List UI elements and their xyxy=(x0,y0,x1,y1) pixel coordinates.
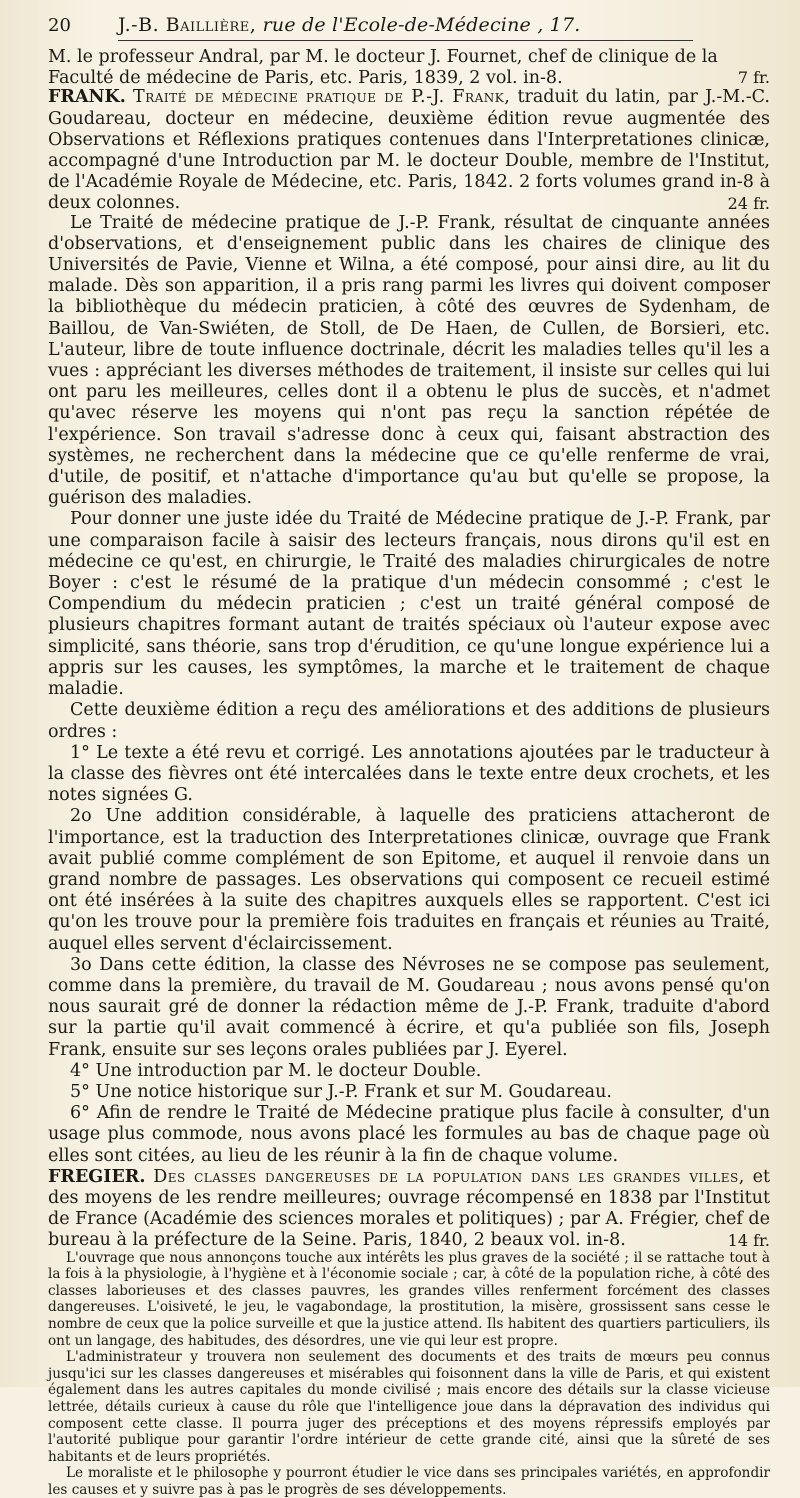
frank-paragraph: 1° Le texte a été revu et corrigé. Les annotations ajoutées par le traducteur à la classe des fièvres ont été intercalées dans le texte entre deux crochets, et les notes signées G. xyxy=(48,742,770,806)
entry-frank xyxy=(48,87,770,1166)
running-header xyxy=(48,14,770,36)
fregier-notes xyxy=(48,1250,770,1498)
fregier-price: 14 fr. xyxy=(727,1230,770,1250)
frank-paragraph: 2o Une addition considérable, à laquelle des praticiens attacheront de l'importance, est la traduction des Interpretationes clinicæ, ouvrage que Frank avait publié comme complément de son Epitome, et auquel il renvoie dans un grand nombre de passages. Les observations qui composent ce recueil estimé ont été insérées à la suite des chapitres auxquels elles se rapportent. C'est ici qu'on les trouve pour la première fois traduites en français et réunies au Traité, auquel elles servent d'éclaircissement. xyxy=(48,806,770,954)
frank-paragraph: 6° Afin de rendre le Traité de Médecine pratique plus facile à consulter, d'un usage plus commode, nous avons placé les formules au bas de chaque page où elles sont citées, au lieu de les réunir à la fin de chaque volume. xyxy=(48,1103,770,1166)
frank-paragraph: Cette deuxième édition a reçu des améliorations et des additions de plusieurs ordres : xyxy=(48,700,770,742)
fregier-note: L'administrateur y trouvera non seulement des documents et des traits de mœurs peu connus jusqu'ici sur les classes dangereuses et misérables qui foisonnent dans la ville de Paris, et qui existent également dans les autres capitales du monde civilisé ; mais encore des détails sur la classe vicieuse lettrée, détails curieux à cause du rôle que l'intelligence joue dans la dépravation des individus qui composent cette classe. Il pourra juger des préceptions et des moyens répressifs employés par l'autorité publique pour garantir l'ordre intérieur de cette grande cité, ainsi que la sûreté de ses habitants et de leurs propriétés. xyxy=(48,1349,770,1465)
fregier-note: L'ouvrage que nous annonçons touche aux intérêts les plus graves de la société ; il se rattache tout à la fois à la physiologie, à l'hygiène et à l'économie sociale ; car, à côté de la population riche, à côté des classes laborieuses et des classes pauvres, les grandes villes renferment forcément des classes dangereuses. L'oisiveté, le jeu, le vagabondage, la prostitution, la misère, grossissent sans cesse le nombre de ceux que la police surveille et que la justice attend. Ils habitent des quartiers particuliers, ils ont un langage, des habitudes, des désordres, une vie qui leur est propre. xyxy=(48,1249,770,1349)
header-rule xyxy=(118,40,693,41)
frank-head: FRANK. xyxy=(48,87,126,108)
fregier-head: FREGIER. xyxy=(48,1166,146,1187)
frank-paragraph: Le Traité de médecine pratique de J.-P. Frank, résultat de cinquante années d'observations, et d'enseignement public dans les chaires de clinique des Universités de Pavie, Vienne et Wilna, a été composé, pour ainsi dire, au lit du malade. Dès son apparition, il a pris rang parmi les livres qui doivent composer la bibliothèque du médecin praticien, à côté des œuvres de Sydenham, de Baillou, de Van-Swiéten, de Stoll, de De Haen, de Cullen, de Borsieri, etc. L'auteur, libre de toute influence doctrinale, décrit les maladies telles qu'il les a vues : appréciant les diverses méthodes de traitement, il insiste sur celles qui lui ont paru les meilleures, celles dont il a obtenu le plus de succès, et n'admet qu'avec réserve les moyens qui n'ont pas reçu la sanction répétée de l'expérience. Son travail s'adresse donc à ceux qui, faisant abstraction des systèmes, ne recherchent dans la médecine que ce qu'elle renferme de vrai, d'utile, de positif, et n'attache d'importance qu'au but qu'elle se propose, la guérison des maladies. xyxy=(48,212,770,509)
fregier-title: Des classes dangereuses de la population dans les grandes villes, xyxy=(153,1166,745,1187)
entry-andral xyxy=(48,47,770,87)
andral-price: 7 fr. xyxy=(737,68,770,88)
fregier-note: Le moraliste et le philosophe y pourront étudier le vice dans ses principales variétés, en approfondir les causes et y suivre pas à pas le progrès de ses développements. xyxy=(48,1465,770,1498)
frank-price: 24 fr. xyxy=(727,193,770,213)
frank-text: traduit du latin, par J.-M.-C. Goudareau, docteur en médecine, deuxième édition revue augmentée des Observations et Réflexions pratiques contenues dans l'Interpretationes clinicæ, accompagné d'une Introduction par M. le docteur Double, membre de l'Institut, de l'Académie Royale de Médecine, etc. Paris, 1842. 2 forts volumes grand in-8 à deux colonnes. xyxy=(48,87,770,214)
frank-paragraph: 4° Une introduction par M. le docteur Double. xyxy=(70,1060,482,1081)
running-title xyxy=(118,14,581,36)
frank-paragraph: 5° Une notice historique sur J.-P. Frank et sur M. Goudareau. xyxy=(70,1081,612,1102)
frank-paragraph: Pour donner une juste idée du Traité de Médecine pratique de J.-P. Frank, par une comparaison facile à saisir des lecteurs français, nous dirons qu'il est en médecine ce qu'est, en chirurgie, le Traité des maladies chirurgicales de notre Boyer : c'est le résumé de la pratique d'un médecin consommé ; c'est le Compendium du médecin praticien ; c'est un traité général composé de plusieurs chapitres formant autant de traités spéciaux où l'auteur expose avec simplicité, sans théorie, sans trop d'érudition, ce qu'une longue expérience lui a appris sur les causes, les symptômes, la marche et le traitement de chaque maladie. xyxy=(48,509,770,700)
page-number: 20 xyxy=(48,15,71,36)
fregier-text: et des moyens de les rendre meilleures; ouvrage récompensé en 1838 par l'Institut de France (Académie des sciences morales et politiques) ; par A. Frégier, chef de bureau à la préfecture de la Seine. Paris, 1840, 2 beaux vol. in-8. xyxy=(48,1166,770,1251)
andral-line2: Faculté de médecine de Paris, etc. Paris, 1839, 2 vol. in-8. xyxy=(48,68,563,89)
andral-line1: M. le professeur Andral, par M. le docteur J. Fournet, chef de clinique de la xyxy=(48,47,718,67)
publisher-address: rue de l'Ecole-de-Médecine , 17. xyxy=(262,14,581,36)
publisher-name: J.-B. Baillière, xyxy=(118,14,257,36)
frank-paragraph: 3o Dans cette édition, la classe des Névroses ne se compose pas seulement, comme dans la première, du travail de M. Goudareau ; nous avons pensé qu'on nous saurait gré de donner la rédaction même de J.-P. Frank, traduite d'abord sur la partie qu'il avait commencé à écrire, et qu'a publiée son fils, Joseph Frank, ensuite sur ses leçons orales publiées par J. Eyerel. xyxy=(48,954,770,1060)
frank-title: Traité de médecine pratique de P.-J. Frank, xyxy=(133,87,511,108)
entry-fregier xyxy=(48,1167,770,1498)
